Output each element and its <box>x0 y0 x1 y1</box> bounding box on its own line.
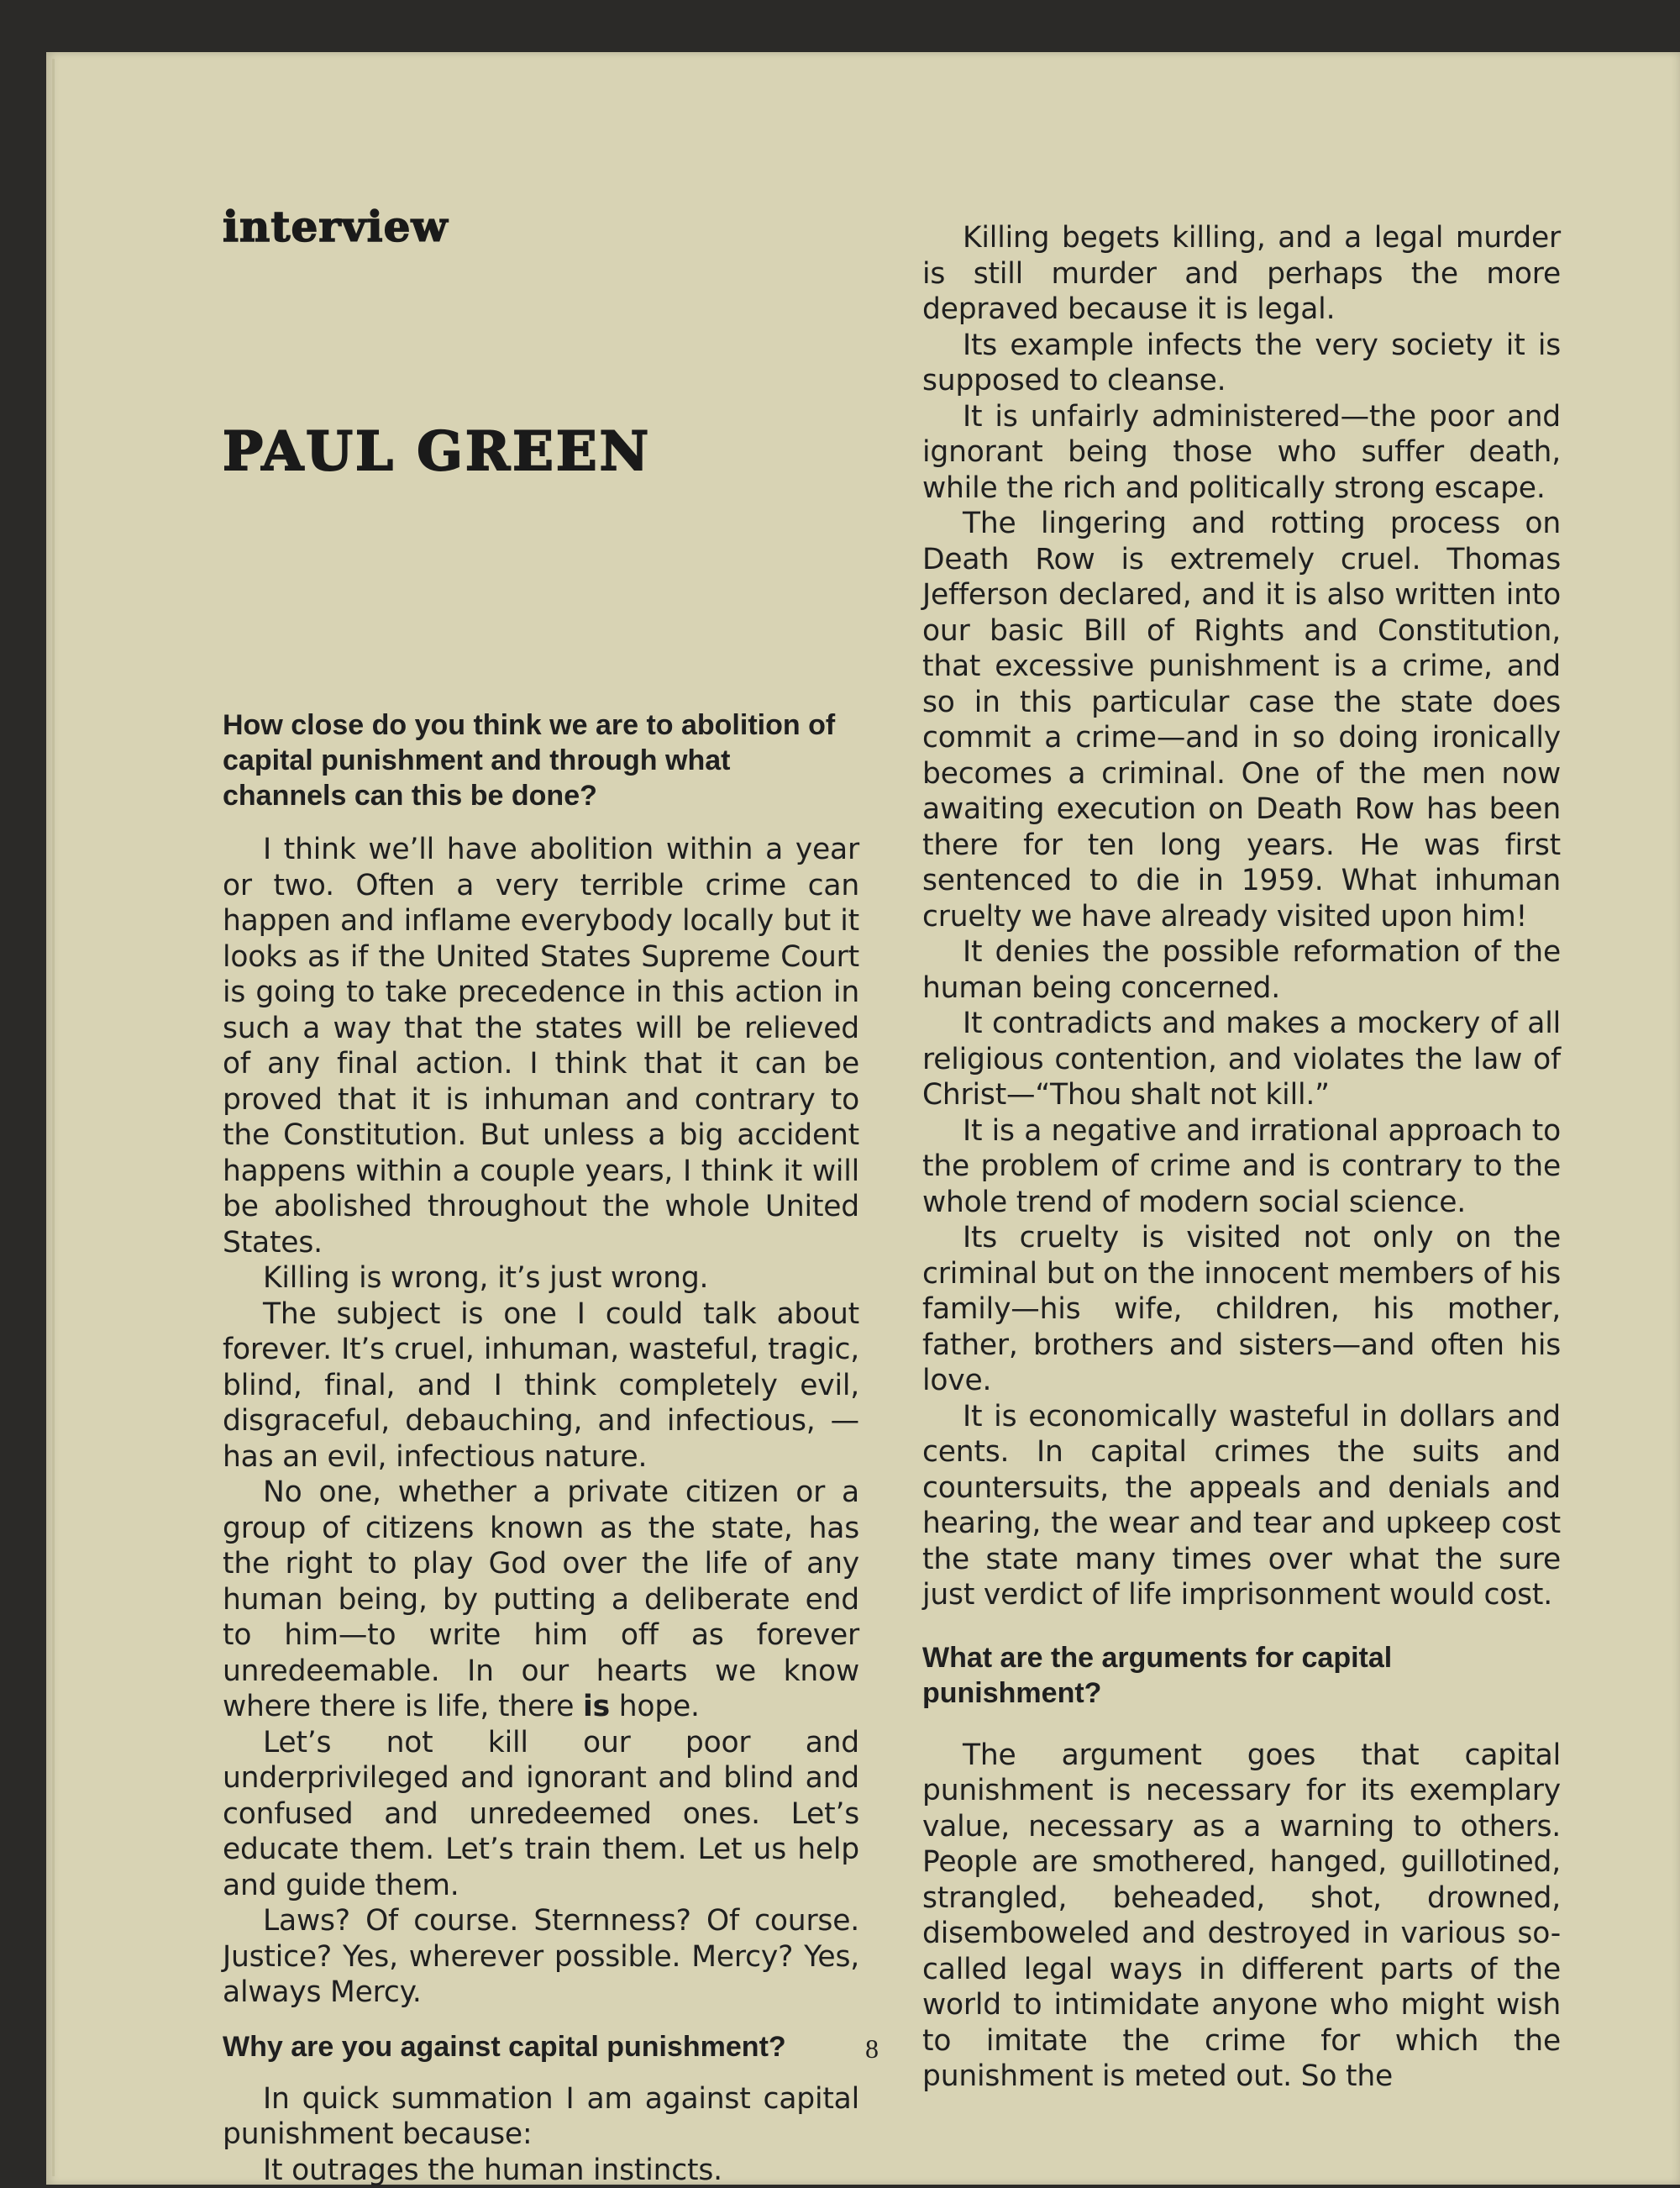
answer-paragraph <box>223 1475 859 1725</box>
section-label: interview <box>223 202 449 251</box>
answer-paragraph: The lingering and rotting process on Death Row is extremely cruel. Thomas Jefferson declared, and it is also written into our basic Bill of Rights and Constitution, that excessive punishment is a crime, and so in this particular case the state does commit a crime—and in so doing ironically becomes a criminal. One of the men now awaiting execution on Death Row has been there for ten long years. He was first sentenced to die in 1959. What inhuman cruelty we have already visited upon him! <box>922 506 1561 934</box>
question-heading: Why are you against capital punishment? <box>223 2029 859 2064</box>
answer-paragraph: In quick summation I am against capital punishment because: <box>223 2081 859 2153</box>
answer-paragraph: It outrages the human instincts. <box>223 2153 859 2188</box>
answer-paragraph: It contradicts and makes a mockery of all religious contention, and violates the law of Christ—“Thou shalt not kill.” <box>922 1006 1561 1113</box>
answer-paragraph: Killing begets killing, and a legal murder is still murder and perhaps the more depraved because it is legal. <box>922 220 1561 328</box>
answer-paragraph: I think we’ll have abolition within a year or two. Often a very terrible crime can happen and inflame everybody locally but it looks as if the United States Supreme Court is going to take precedence in this action in such a way that the states will be relieved of any final action. I think that it can be proved that it is inhuman and contrary to the Constitution. But unless a big accident happens within a couple years, I think it will be abolished throughout the whole United States. <box>223 832 859 1260</box>
answer-paragraph: Its cruelty is visited not only on the criminal but on the innocent members of his family—his wife, children, his mother, father, brothers and sisters—and often his love. <box>922 1220 1561 1399</box>
paragraph-text: hope. <box>610 1690 700 1723</box>
answer-paragraph: The subject is one I could talk about forever. It’s cruel, inhuman, wasteful, tragic, blind, final, and I think completely evil, disgraceful, debauching, and infectious, — has an evil, infectious nature. <box>223 1296 859 1475</box>
question-heading: What are the arguments for capital punishment? <box>922 1640 1561 1711</box>
answer-paragraph: It is unfairly administered—the poor and ignorant being those who suffer death, while the rich and politically strong escape. <box>922 399 1561 507</box>
page-edge <box>52 59 55 2176</box>
answer-paragraph: The argument goes that capital punishment is necessary for its exemplary value, necessary as a warning to others. People are smothered, hanged, guillotined, strangled, beheaded, shot, drowned, disemboweled and destroyed in various so-called legal ways in different parts of the world to intimidate anyone who might wish to imitate the crime for which the punishment is meted out. So the <box>922 1738 1561 2095</box>
answer-paragraph: Its example infects the very society it is supposed to cleanse. <box>922 328 1561 399</box>
page-number: 8 <box>865 2033 879 2064</box>
interviewee-name: PAUL GREEN <box>223 420 651 483</box>
right-column <box>922 220 1561 2095</box>
answer-paragraph: Let’s not kill our poor and underprivileged and ignorant and blind and confused and unredeemed ones. Let’s educate them. Let’s train them. Let us help and guide them. <box>223 1725 859 1904</box>
question-heading: How close do you think we are to abolition of capital punishment and through what channels can this be done? <box>223 707 859 813</box>
answer-paragraph: It denies the possible reformation of the human being concerned. <box>922 934 1561 1006</box>
emphasized-word: is <box>583 1690 610 1723</box>
answer-paragraph: Killing is wrong, it’s just wrong. <box>223 1260 859 1296</box>
left-column <box>223 707 859 2188</box>
answer-paragraph: It is a negative and irrational approach to the problem of crime and is contrary to the whole trend of modern social science. <box>922 1113 1561 1221</box>
paragraph-text: No one, whether a private citizen or a group of citizens known as the state, has the right to play God over the life of any human being, by putting a deliberate end to him—to write him off as forever unredeemable. In our hearts we know where there is life, there <box>223 1475 859 1723</box>
answer-paragraph: It is economically wasteful in dollars and cents. In capital crimes the suits and countersuits, the appeals and denials and hearing, the wear and tear and upkeep cost the state many times over what the sure just verdict of life imprisonment would cost. <box>922 1399 1561 1613</box>
answer-paragraph: Laws? Of course. Sternness? Of course. Justice? Yes, wherever possible. Mercy? Yes, always Mercy. <box>223 1903 859 2011</box>
